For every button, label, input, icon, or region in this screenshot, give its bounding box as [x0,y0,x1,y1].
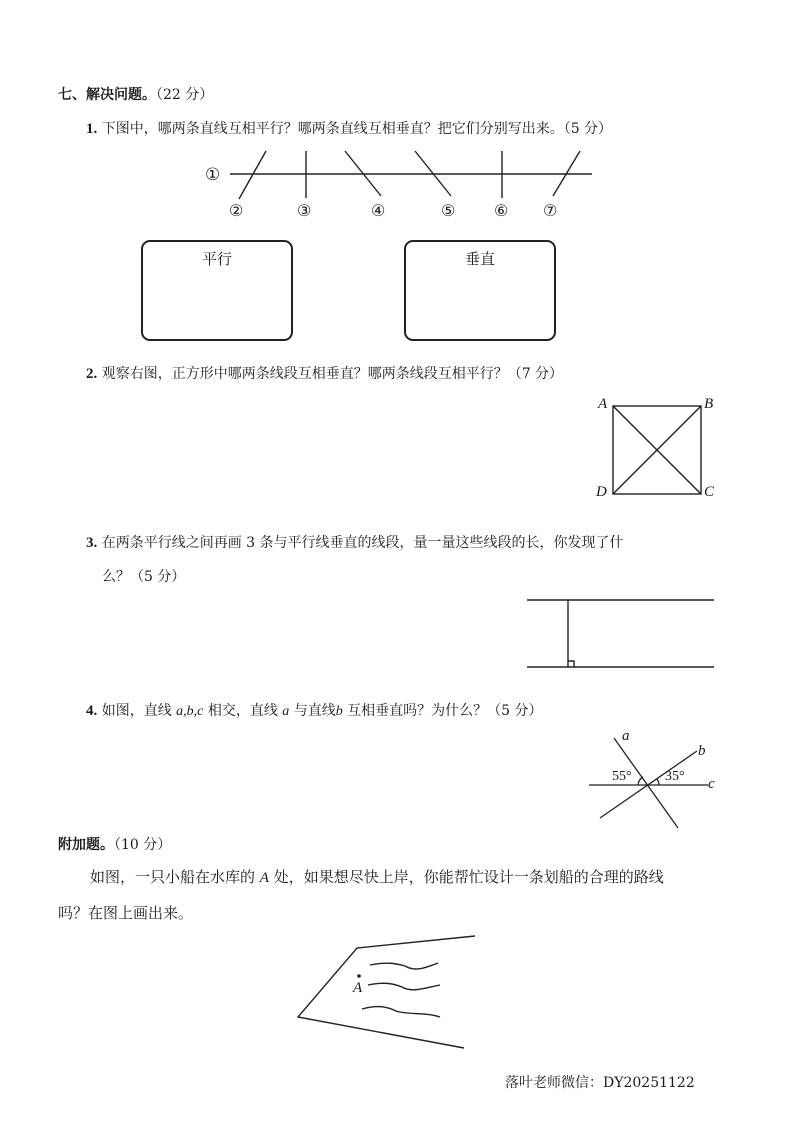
section-points: （22 分） [156,87,214,103]
question-number: 2. [86,366,98,382]
line-7 [553,151,580,196]
line-label-4: ④ [371,201,386,220]
vertex-a-label: A [598,396,608,412]
diagonal-bd [613,406,701,494]
line-label-7: ⑦ [543,201,558,220]
question-text: 相交，直线 [203,703,283,719]
answer-box-parallel[interactable] [141,240,293,341]
angle-arc-right [657,779,659,785]
bonus-title: 附加题。 [58,837,114,853]
bonus-heading [58,834,171,854]
line-label-3: ③ [297,201,312,220]
wave-1 [370,963,438,969]
line-label-6: ⑥ [494,201,509,220]
bonus-text-part: 吗？在图上画出来。 [58,904,194,922]
bonus-text [90,866,664,887]
question-text: 在两条平行线之间再画 3 条与平行线垂直的线段，量一量这些线段的长，你发现了什 [101,535,624,551]
line-label-1: ① [205,165,221,185]
line-a-label: a [622,728,630,744]
section-title: 七、解决问题。 [58,87,156,103]
square-abcd [613,406,701,494]
question-number: 3. [86,535,98,551]
bonus-text-part: 处，如果想尽快上岸，你能帮忙设计一条划船的合理的路线 [268,868,664,886]
vertex-d-label: D [596,484,607,500]
question-text: 观察右图，正方形中哪两条线段互相垂直？哪两条线段互相平行？（7 分） [101,366,564,382]
question-2 [86,363,563,383]
vertex-b-label: B [704,396,714,412]
point-a-dot [357,974,361,978]
line-5 [415,151,451,196]
line-c-label: c [708,776,715,792]
line-b-label: b [698,743,706,759]
question-text: 么？（5 分） [102,569,186,585]
angle-label-55: 55° [612,769,632,784]
right-angle-mark [568,661,574,667]
question-3-continued [102,566,185,586]
answer-box-perpendicular[interactable] [404,240,556,341]
point-a-ref: A [259,870,269,886]
bonus-points: （10 分） [114,837,172,853]
question-text: 如图，直线 [101,703,177,719]
variable-a: a [282,704,290,719]
line-4 [345,151,381,196]
reservoir-shore [298,936,475,1048]
point-a-label: A [353,980,363,996]
angle-arc-left [638,777,643,785]
line-label-5: ⑤ [441,201,456,220]
angle-label-35: 35° [665,769,685,784]
footer-note: 落叶老师微信：DY20251122 [505,1075,695,1091]
bonus-text-part: 如图，一只小船在水库的 [90,868,260,886]
line-label-2: ② [229,201,244,220]
question-number: 4. [86,703,98,719]
question-1 [86,118,612,138]
wave-3 [362,1007,440,1017]
answer-box-label: 平行 [201,250,232,268]
vertex-c-label: C [704,484,715,500]
question-text: 互相垂直吗？为什么？（5 分） [342,703,543,719]
section-heading [58,84,213,104]
question-4 [86,700,543,720]
variable-abc: a,b,c [176,704,204,719]
variable-b: b [335,704,343,719]
answer-box-label: 垂直 [464,250,495,268]
diagonal-ac [613,406,701,494]
question-text: 与直线 [289,703,336,719]
question-number: 1. [86,121,98,137]
question-3 [86,532,624,552]
line-2 [239,151,266,199]
wave-2 [368,983,440,990]
bonus-text-continued [58,902,193,923]
question-text: 下图中，哪两条直线互相平行？哪两条直线互相垂直？把它们分别写出来。（5 分） [101,121,613,137]
